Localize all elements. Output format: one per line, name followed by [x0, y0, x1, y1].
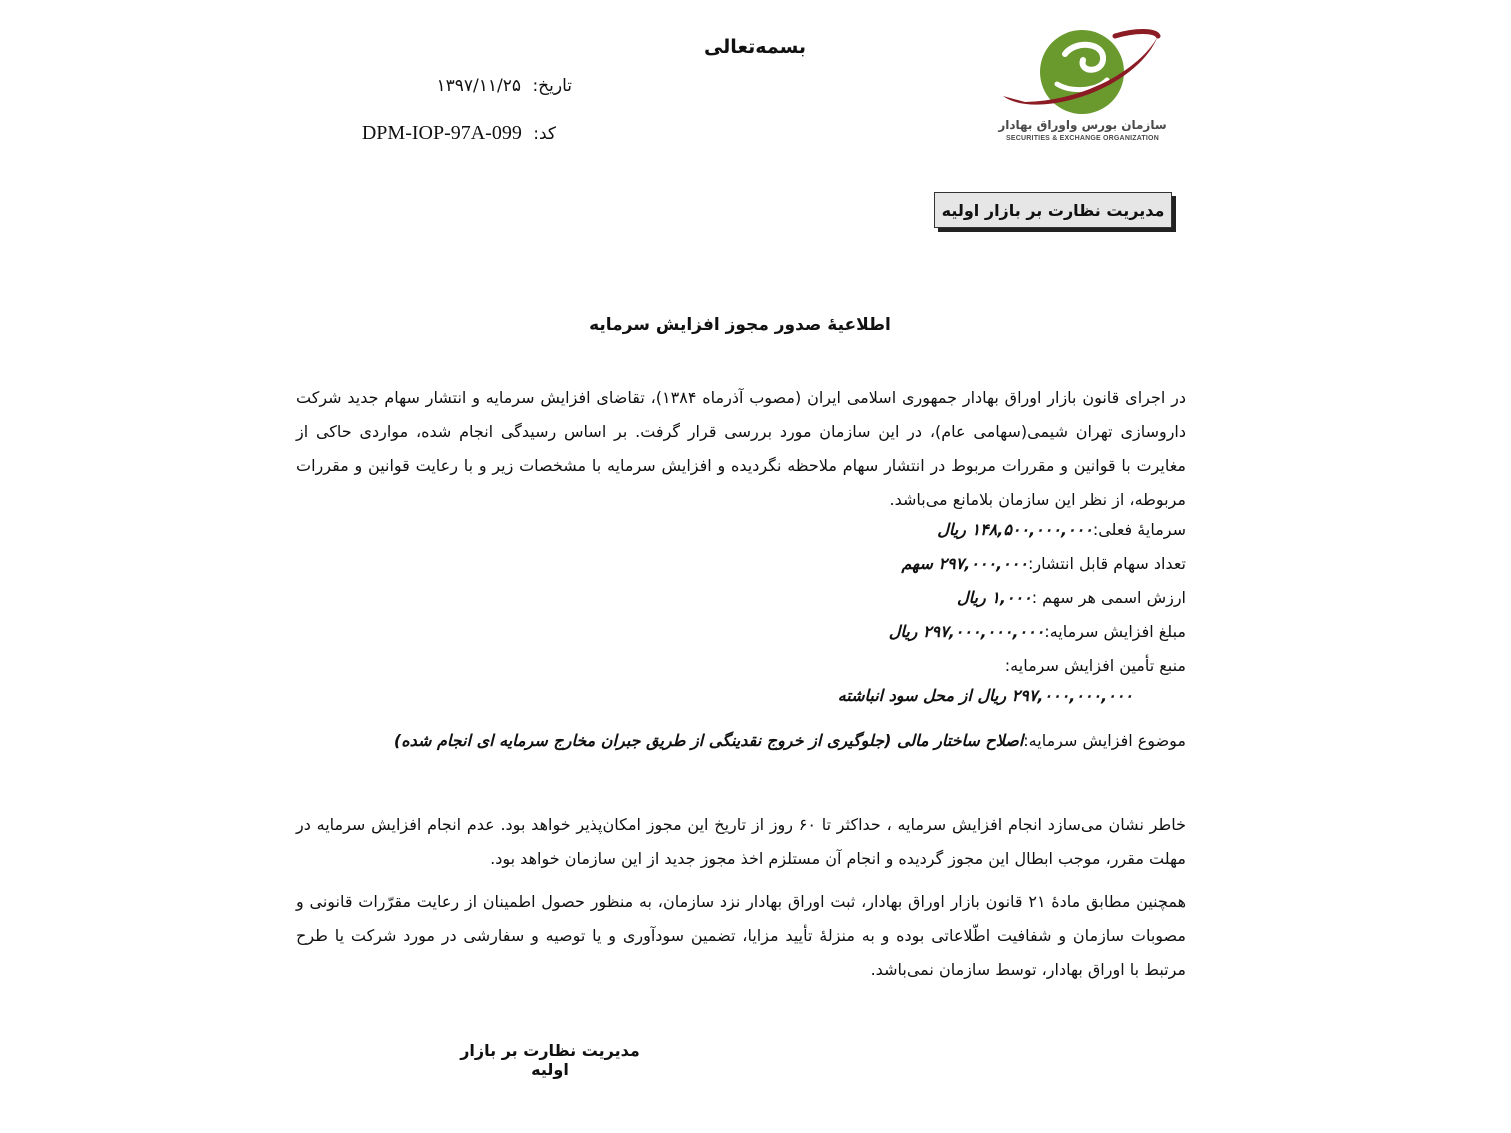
code-line [336, 122, 556, 145]
date-line [432, 76, 572, 96]
nominal-value-row [957, 588, 1186, 607]
date-label: تاریخ: [532, 76, 572, 96]
subject-value: اصلاح ساختار مالی (جلوگیری از خروج نقدینگی از طریق جبران مخارج سرمایه ای انجام شده) [393, 731, 1024, 750]
paragraph-deadline: خاطر نشان می‌سازد انجام افزایش سرمایه ، حداکثر تا ۶۰ روز از تاریخ این مجوز امکان‌پذیر خواهد بود. عدم انجام افزایش سرمایه در مهلت مقرر، موجب ابطال این مجوز گردیده و انجام آن مستلزم اخذ مجوز جدید از این سازمان خواهد بود. [296, 815, 1186, 868]
signature: مدیریت نظارت بر بازار اولیه [460, 1041, 640, 1079]
organization-logo [995, 22, 1170, 150]
increase-amount-label: مبلغ افزایش سرمایه: [1044, 622, 1186, 641]
source-label: منبع تأمین افزایش سرمایه: [1004, 656, 1186, 675]
code-value: DPM-IOP-97A-099 [361, 122, 522, 144]
source-value: ۲۹۷,۰۰۰,۰۰۰,۰۰۰ ریال از محل سود انباشته [837, 686, 1133, 705]
shares-row [901, 554, 1186, 573]
logo-name-fa: سازمان بورس واوراق بهادار [998, 118, 1167, 132]
current-capital-label: سرمایۀ فعلی: [1092, 520, 1186, 539]
shares-value: ۲۹۷,۰۰۰,۰۰۰ سهم [901, 554, 1028, 573]
nominal-label: ارزش اسمی هر سهم : [1031, 588, 1186, 607]
date-value: ۱۳۹۷/۱۱/۲۵ [436, 76, 522, 96]
logo-name-en: SECURITIES & EXCHANGE ORGANIZATION [1006, 135, 1159, 142]
source-label-row [1005, 656, 1186, 675]
paragraph-intro: در اجرای قانون بازار اوراق بهادار جمهوری اسلامی ایران (مصوب آذرماه ۱۳۸۴)، تقاضای افزایش سرمایه و انتشار سهام جدید شرکت داروسازی تهران شیمی(سهامی عام)، در این سازمان مورد بررسی قرار گرفت. بر اساس رسیدگی انجام شده، مواردی حاکی از مغایرت با قوانین و مقررات مربوط در انتشار سهام ملاحظه نگردیده و افزایش سرمایه با مشخصات زیر و با رعایت قوانین و مقررات مربوطه، از نظر این سازمان بلامانع می‌باشد. [296, 388, 1186, 509]
shares-label: تعداد سهام قابل انتشار: [1027, 554, 1186, 573]
current-capital-value: ۱۴۸,۵۰۰,۰۰۰,۰۰۰ ریال [937, 520, 1093, 539]
increase-amount-value: ۲۹۷,۰۰۰,۰۰۰,۰۰۰ ریال [888, 622, 1045, 641]
increase-amount-row [889, 622, 1186, 641]
header-title: بسمه‌تعالی [703, 36, 807, 58]
paragraph-disclaimer: همچنین مطابق مادۀ ۲۱ قانون بازار اوراق بهادار، ثبت اوراق بهادار نزد سازمان، به منظور حصول اطمینان از رعایت مقرّرات قانونی و مصوبات سازمان و شفافیت اطّلاعاتی بوده و به منزلۀ تأیید مزایا، تضمین سودآوری و یا توصیه و سفارشی در مورد شرکت یا طرح مرتبط با اوراق بهادار، توسط سازمان نمی‌باشد. [296, 892, 1187, 979]
nominal-value: ۱,۰۰۰ ریال [957, 588, 1032, 607]
department-box: مدیریت نظارت بر بازار اولیه [934, 192, 1172, 228]
logo-emblem-icon [995, 22, 1170, 122]
code-label: کد: [533, 124, 556, 144]
subject-label: موضوع افزایش سرمایه: [1023, 731, 1186, 750]
current-capital-row [937, 520, 1186, 539]
subject-row [394, 731, 1186, 750]
notice-title: اطلاعیۀ صدور مجوز افزایش سرمایه [589, 315, 891, 335]
source-value-row [838, 686, 1133, 705]
